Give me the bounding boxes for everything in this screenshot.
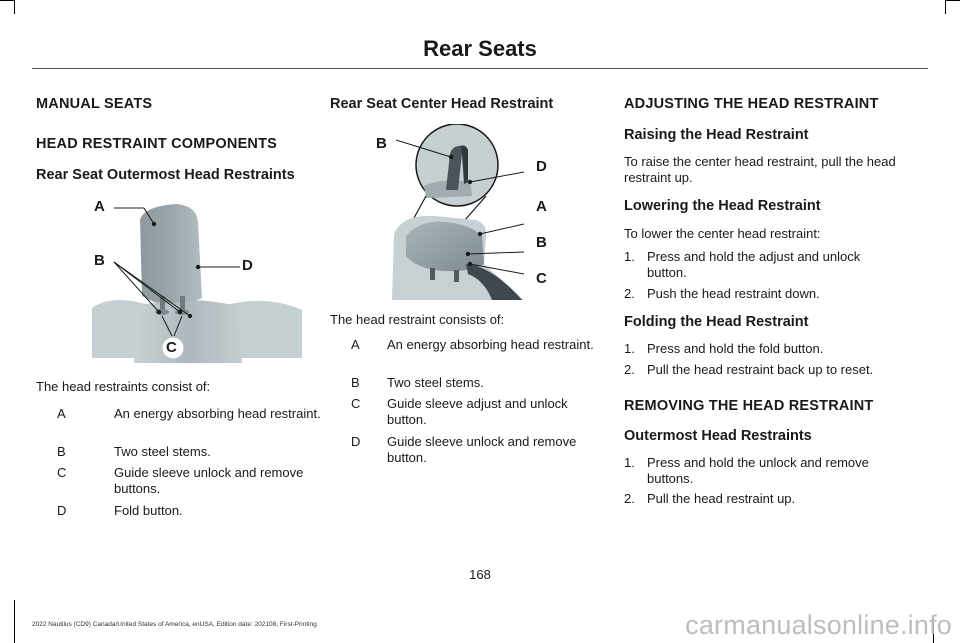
figure-label-a: A [94,198,105,215]
legend-item [57,503,337,519]
figure-label-a: A [536,198,547,215]
legend-text: Guide sleeve unlock and remove button. [387,434,577,465]
legend-text: Two steel stems. [114,444,211,459]
legend-key: C [57,465,67,480]
legend-text: Guide sleeve adjust and unlock button. [387,396,568,427]
crop-mark [14,600,15,643]
legend-text: Fold button. [114,503,183,518]
section-heading: HEAD RESTRAINT COMPONENTS [36,136,278,152]
legend-key: C [351,396,361,411]
legend-item [57,406,337,438]
legend-text: An energy absorbing head restraint. [387,337,594,352]
legend-text: Guide sleeve unlock and remove buttons. [114,465,304,496]
legend-text: Two steel stems. [387,375,484,390]
figure-label-b: B [94,252,105,269]
outermost-restraint-figure [92,198,302,368]
page-header-title: Rear Seats [423,36,537,61]
legend-key: A [57,406,66,421]
crop-mark [0,0,14,1]
paragraph: To lower the center head restraint: [624,226,821,241]
list-text: Pull the head restraint back up to reset. [647,362,874,377]
center-restraint-illustration [374,124,599,300]
crop-mark [946,0,960,1]
legend-key: A [351,337,360,352]
list-text: Push the head restraint down. [647,286,820,301]
section-heading: ADJUSTING THE HEAD RESTRAINT [624,96,879,112]
figure-label-c: C [166,339,177,356]
list-number: 2. [624,491,635,506]
legend-item [351,375,601,391]
list-number: 2. [624,362,635,377]
list-text: Press and hold the fold button. [647,341,824,356]
figure-label-b: B [376,135,387,152]
list-item [624,341,904,357]
legend-item [57,444,337,460]
center-restraint-figure [374,124,599,300]
subsection-heading: Lowering the Head Restraint [624,198,821,214]
list-item [624,362,904,378]
crop-mark [945,0,946,14]
legend-text: An energy absorbing head restraint. [114,406,321,421]
list-item [624,455,904,487]
list-text: Press and hold the unlock and remove buttons. [647,455,869,486]
figure-intro: The head restraints consist of: [36,379,211,394]
legend-key: D [351,434,361,449]
watermark: carmanualsonline.info [685,610,952,640]
legend-key: B [351,375,360,390]
figure-label-c: C [536,270,547,287]
list-item [624,286,904,302]
figure-label-d: D [536,158,547,175]
subsection-heading: Rear Seat Outermost Head Restraints [36,167,295,183]
figure-label-d: D [242,257,253,274]
page-number: 168 [469,567,491,582]
list-number: 1. [624,249,635,264]
outermost-restraint-illustration [92,198,302,368]
subsection-heading: Outermost Head Restraints [624,428,812,444]
list-number: 2. [624,286,635,301]
legend-key: B [57,444,66,459]
figure-intro: The head restraint consists of: [330,312,505,327]
subsection-heading: Rear Seat Center Head Restraint [330,96,554,112]
subsection-heading: Raising the Head Restraint [624,127,809,143]
section-heading: REMOVING THE HEAD RESTRAINT [624,398,874,414]
list-number: 1. [624,341,635,356]
legend-item [351,396,601,428]
edition-footer: 2022 Nautilus (CD9) Canada/United States of America, enUSA, Edition date: 202108, First-Printing [32,621,317,628]
figure-label-b: B [536,234,547,251]
list-item [624,249,904,281]
paragraph: To raise the center head restraint, pull the head restraint up. [624,154,896,185]
legend-item [351,434,601,466]
list-text: Press and hold the adjust and unlock button. [647,249,861,280]
subsection-heading: Folding the Head Restraint [624,314,809,330]
header-divider [32,68,928,69]
legend-key: D [57,503,67,518]
list-text: Pull the head restraint up. [647,491,796,506]
list-item [624,491,904,507]
crop-mark [14,0,15,14]
legend-item [57,465,337,497]
section-heading: MANUAL SEATS [36,96,153,112]
legend-item [351,337,601,369]
list-number: 1. [624,455,635,470]
